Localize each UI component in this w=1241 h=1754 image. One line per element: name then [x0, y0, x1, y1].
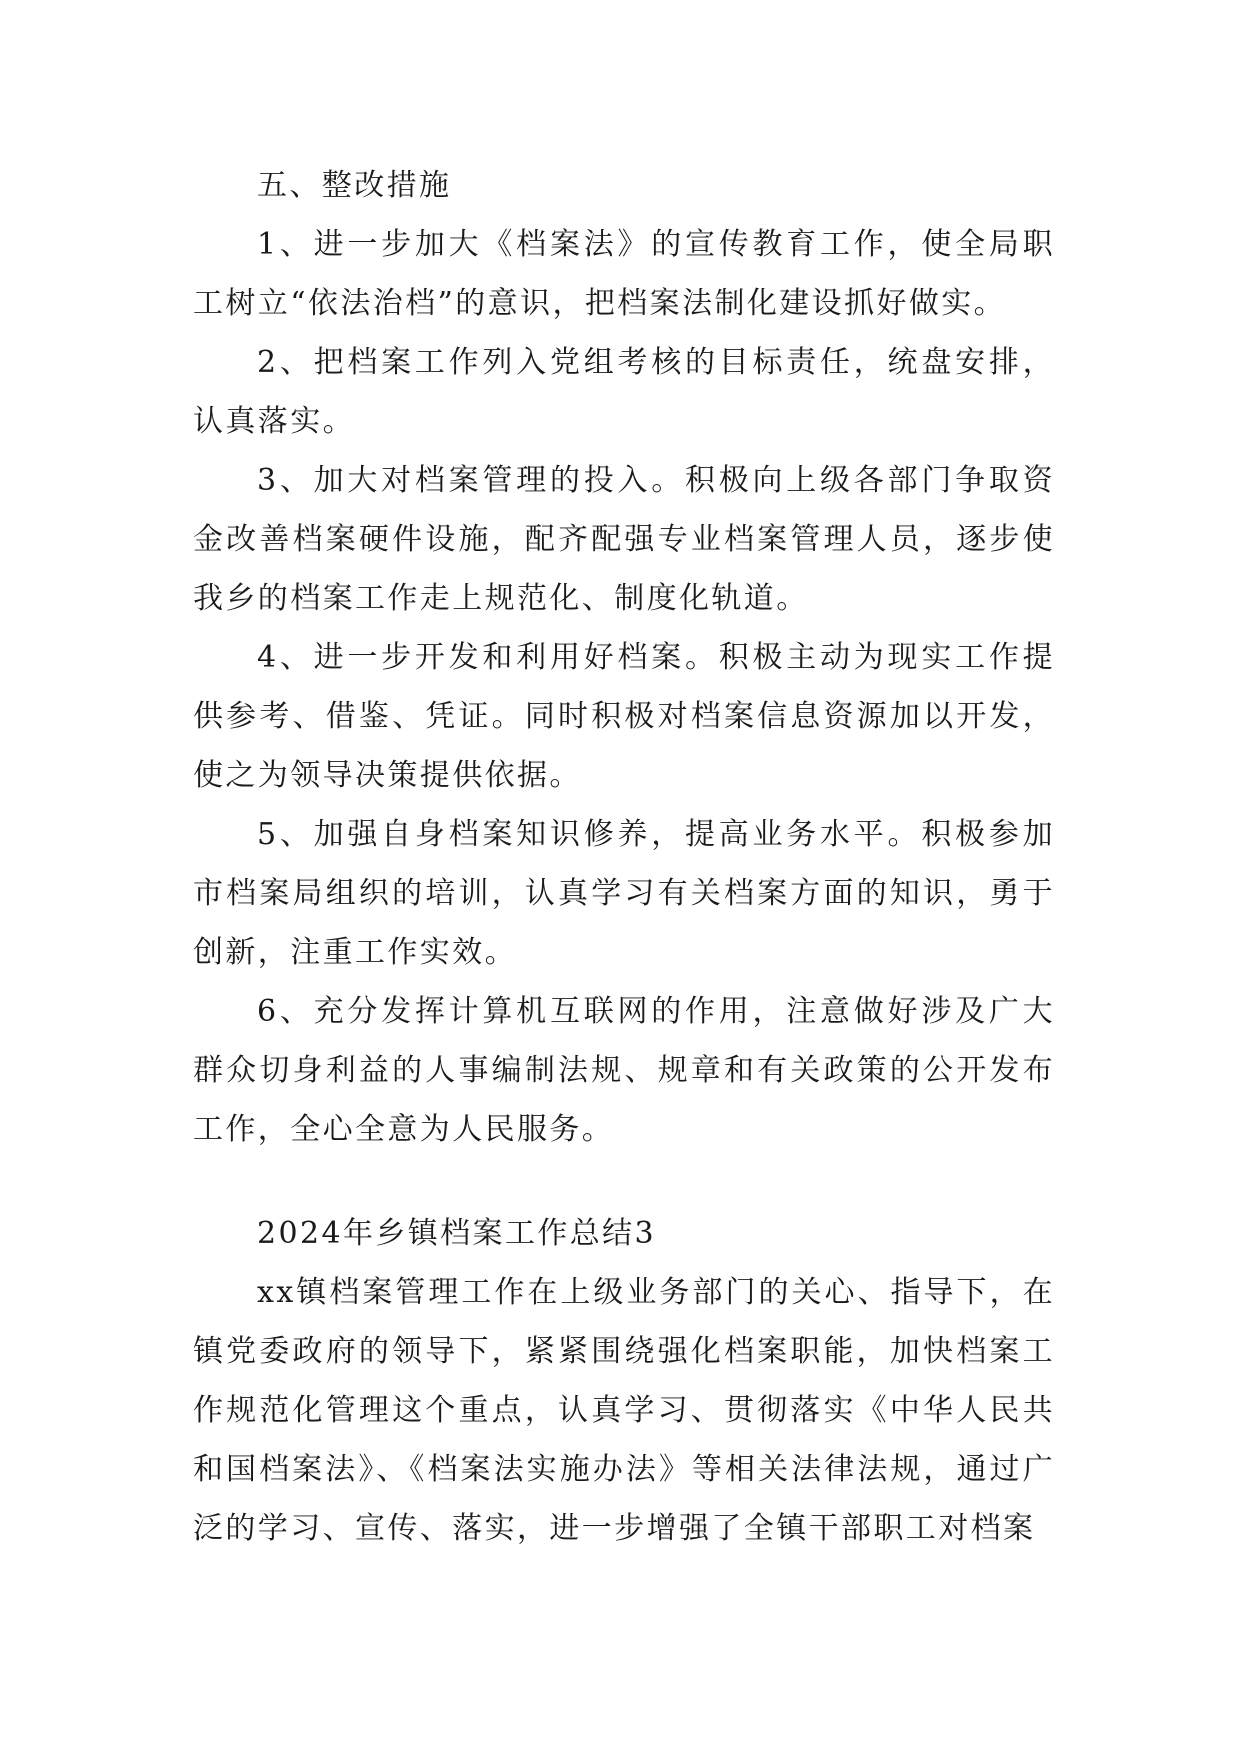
measure-item-1: 1、进一步加大《档案法》的宣传教育工作，使全局职工树立“依法治档”的意识，把档案法制化建设抓好做实。 [193, 227, 1055, 321]
work-summary-section [193, 1204, 1055, 1558]
measure-item-2: 2、把档案工作列入党组考核的目标责任，统盘安排，认真落实。 [193, 345, 1055, 439]
summary-paragraph: xx镇档案管理工作在上级业务部门的关心、指导下，在镇党委政府的领导下，紧紧围绕强化档案职能，加快档案工作规范化管理这个重点，认真学习、贯彻落实《中华人民共和国档案法》、《档案法实施办法》等相关法律法规，通过广泛的学习、宣传、落实，进一步增强了全镇干部职工对档案 [193, 1275, 1055, 1546]
measure-item-6: 6、充分发挥计算机互联网的作用，注意做好涉及广大群众切身利益的人事编制法规、规章和有关政策的公开发布工作，全心全意为人民服务。 [193, 994, 1055, 1147]
measure-item-3: 3、加大对档案管理的投入。积极向上级各部门争取资金改善档案硬件设施，配齐配强专业档案管理人员，逐步使我乡的档案工作走上规范化、制度化轨道。 [193, 463, 1055, 616]
summary-title: 2024年乡镇档案工作总结3 [257, 1216, 657, 1251]
section-heading: 五、整改措施 [257, 168, 452, 203]
measure-item-5: 5、加强自身档案知识修养，提高业务水平。积极参加市档案局组织的培训，认真学习有关档案方面的知识，勇于创新，注重工作实效。 [193, 817, 1055, 970]
rectification-measures-section [193, 156, 1055, 1159]
measure-item-4: 4、进一步开发和利用好档案。积极主动为现实工作提供参考、借鉴、凭证。同时积极对档案信息资源加以开发，使之为领导决策提供依据。 [193, 640, 1055, 793]
